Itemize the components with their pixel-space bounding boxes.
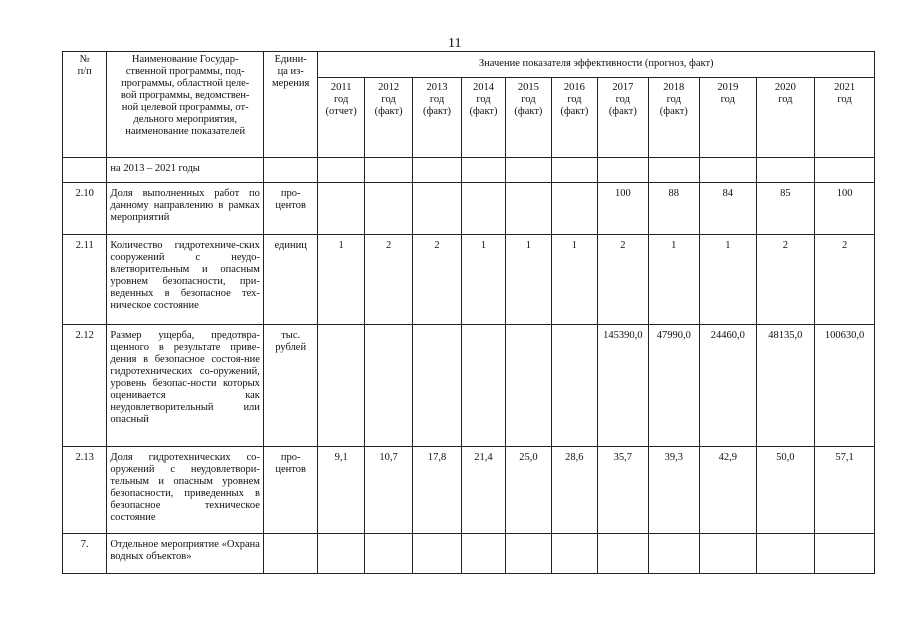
value-cell: 47990,0 [648,325,699,447]
row-number: 2.10 [63,183,107,235]
value-cell [648,534,699,574]
row-unit [263,534,318,574]
value-cell [551,183,597,235]
row-number: 2.13 [63,447,107,534]
header-year-2015: 2015 год (факт) [506,78,551,158]
value-cell [506,183,551,235]
empty-cell [598,158,648,183]
header-values: Значение показателя эффективности (прогноз, факт) [318,52,875,78]
value-cell [551,325,597,447]
value-cell: 100 [598,183,648,235]
empty-cell [551,158,597,183]
header-year-2013: 2013 год (факт) [413,78,461,158]
value-cell: 2 [756,235,815,325]
row-number: 7. [63,534,107,574]
header-year-2012: 2012 год (факт) [364,78,412,158]
value-cell [318,183,364,235]
row-unit: про- центов [263,447,318,534]
empty-cell [506,158,551,183]
value-cell: 1 [318,235,364,325]
value-cell: 24460,0 [700,325,757,447]
value-cell: 100630,0 [815,325,875,447]
row-indicator-name: Доля гидротехнических со-оружений с неудовлетвори-тельным и опасным уровнем безопасности, приведенных в безопасное техническое состояние [107,447,264,534]
value-cell: 1 [700,235,757,325]
row-number: 2.12 [63,325,107,447]
value-cell: 25,0 [506,447,551,534]
value-cell: 1 [461,235,505,325]
value-cell: 50,0 [756,447,815,534]
header-year-2017: 2017 год (факт) [598,78,648,158]
value-cell: 1 [648,235,699,325]
value-cell: 2 [815,235,875,325]
value-cell: 88 [648,183,699,235]
value-cell: 10,7 [364,447,412,534]
header-num: № п/п [63,52,107,158]
value-cell: 28,6 [551,447,597,534]
value-cell [318,325,364,447]
value-cell [413,325,461,447]
value-cell: 57,1 [815,447,875,534]
row-unit: про- центов [263,183,318,235]
value-cell [506,534,551,574]
value-cell: 2 [413,235,461,325]
table-row [63,325,875,447]
value-cell: 39,3 [648,447,699,534]
value-cell [461,534,505,574]
header-year-2018: 2018 год (факт) [648,78,699,158]
value-cell: 84 [700,183,757,235]
empty-cell [815,158,875,183]
header-name: Наименование Государ- ственной программы, под- программы, областной целе- вой программы, ведомствен- ной целевой программы, от- дельного мероприятия, наименование показателей [107,52,264,158]
value-cell: 2 [364,235,412,325]
value-cell [413,183,461,235]
period-label: на 2013 – 2021 годы [107,158,264,183]
row-unit: тыс. рублей [263,325,318,447]
value-cell [506,325,551,447]
header-year-2021: 2021 год [815,78,875,158]
header-year-2016: 2016 год (факт) [551,78,597,158]
value-cell [461,325,505,447]
value-cell: 9,1 [318,447,364,534]
row-indicator-name: Количество гидротехниче-ских сооружений с неудо-влетворительным и опасным уровнем безопасности, при-веденных в безопасное тех-ническое состояние [107,235,264,325]
empty-cell [756,158,815,183]
value-cell: 42,9 [700,447,757,534]
empty-cell [263,158,318,183]
table-row [63,534,875,574]
period-num [63,158,107,183]
row-indicator-name: Отдельное мероприятие «Охрана водных объектов» [107,534,264,574]
value-cell: 35,7 [598,447,648,534]
row-number: 2.11 [63,235,107,325]
empty-cell [364,158,412,183]
value-cell: 17,8 [413,447,461,534]
header-year-2019: 2019 год [700,78,757,158]
value-cell [461,183,505,235]
row-indicator-name: Размер ущерба, предотвра-щенного в результате приве-дения в безопасное состоя-ние гидротехнических со-оружений, уровень безопас-ности которых оценивается как неудовлетворительный или опасный [107,325,264,447]
value-cell [700,534,757,574]
empty-cell [318,158,364,183]
header-unit: Едини- ца из- мерения [263,52,318,158]
header-year-2020: 2020 год [756,78,815,158]
value-cell [551,534,597,574]
page-number: 11 [448,36,462,51]
value-cell [364,325,412,447]
empty-cell [700,158,757,183]
value-cell [815,534,875,574]
indicators-table [62,51,875,574]
value-cell: 100 [815,183,875,235]
value-cell: 145390,0 [598,325,648,447]
value-cell: 21,4 [461,447,505,534]
value-cell [364,183,412,235]
value-cell: 2 [598,235,648,325]
empty-cell [461,158,505,183]
value-cell: 85 [756,183,815,235]
value-cell: 1 [551,235,597,325]
row-indicator-name: Доля выполненных работ по данному направлению в рамках мероприятий [107,183,264,235]
value-cell: 1 [506,235,551,325]
table-row [63,235,875,325]
table-body [63,183,875,574]
value-cell: 48135,0 [756,325,815,447]
value-cell [364,534,412,574]
empty-cell [648,158,699,183]
period-row [63,158,875,183]
header-year-2014: 2014 год (факт) [461,78,505,158]
row-unit: единиц [263,235,318,325]
empty-cell [413,158,461,183]
value-cell [318,534,364,574]
header-year-2011: 2011 год (отчет) [318,78,364,158]
table-row [63,447,875,534]
table-row [63,183,875,235]
value-cell [413,534,461,574]
value-cell [756,534,815,574]
value-cell [598,534,648,574]
